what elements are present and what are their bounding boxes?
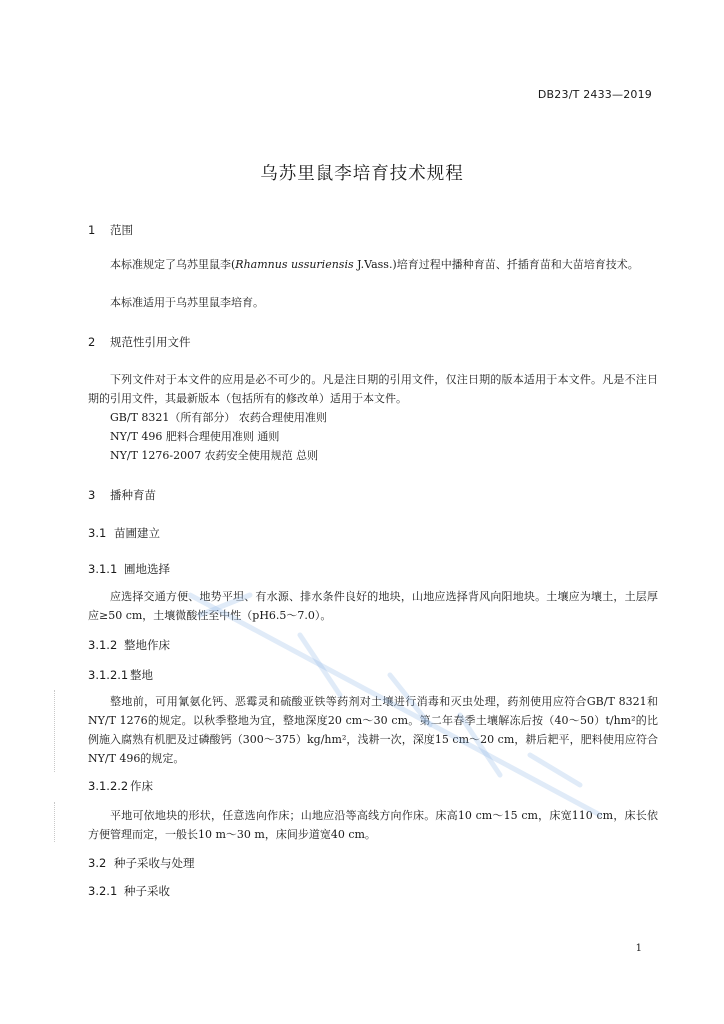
reference-item: NY/T 1276-2007 农药安全使用规范 总则 <box>110 449 319 462</box>
subsection-3-1-1-heading <box>88 561 170 577</box>
section-number: 1 <box>88 223 96 237</box>
section-number: 2 <box>88 335 96 349</box>
section-title: 作床 <box>130 779 153 793</box>
section-1-paragraph-1 <box>88 255 658 274</box>
section-title: 苗圃建立 <box>114 526 160 540</box>
section-number: 3.2.1 <box>88 884 118 898</box>
subsection-3-1-2-heading <box>88 637 170 653</box>
section-1-heading <box>88 222 133 238</box>
subsection-3-1-1-paragraph: 应选择交通方便、地势平坦、有水源、排水条件良好的地块，山地应选择背风向阳地块。土壤应为壤土，土层厚应≥50 cm，土壤微酸性至中性（pH6.5～7.0）。 <box>88 590 658 622</box>
subsection-3-1-2-1-paragraph: 整地前，可用氰氨化钙、恶霉灵和硫酸亚铁等药剂对土壤进行消毒和灭虫处理，药剂使用应符合GB/T 8321和NY/T 1276的规定。以秋季整地为宜，整地深度20 cm～30 cm。第二年春季土壤解冻后按（40～50）t/hm²的比例施入腐熟有机肥及过磷酸钙（300～375）kg/hm²，浅耕一次，深度15 cm～20 cm，耕后耙平，肥料使用应符合NY/T 496的规定。 <box>88 695 658 765</box>
latin-name: Rhamnus ussuriensis <box>235 258 354 271</box>
section-2-heading <box>88 334 191 350</box>
section-number: 3.1.2 <box>88 638 118 652</box>
subsection-3-1-2-2-paragraph: 平地可依地块的形状，任意选向作床；山地应沿等高线方向作床。床高10 cm～15 cm，床宽110 cm，床长依方便管理而定，一般长10 m～30 m，床间步道宽40 cm。 <box>88 809 658 841</box>
subsection-3-2-1-heading <box>88 883 170 899</box>
text-run: J.Vass.)培育过程中播种育苗、扦插育苗和大苗培育技术。 <box>353 258 639 271</box>
section-2-paragraph: 下列文件对于本文件的应用是必不可少的。凡是注日期的引用文件，仅注日期的版本适用于本文件。凡是不注日期的引用文件，其最新版本（包括所有的修改单）适用于本文件。 <box>88 373 658 405</box>
section-number: 3.1.2.1 <box>88 668 129 682</box>
section-number: 3.2 <box>88 856 107 870</box>
subsection-3-1-2-1-heading <box>88 667 153 683</box>
section-1-paragraph-2: 本标准适用于乌苏里鼠李培育。 <box>110 296 264 309</box>
watermark-stroke <box>300 635 340 695</box>
section-number: 3 <box>88 488 96 502</box>
reference-item: GB/T 8321（所有部分） 农药合理使用准则 <box>110 411 327 424</box>
section-title: 播种育苗 <box>110 488 156 502</box>
section-number: 3.1 <box>88 526 107 540</box>
standard-code: DB23/T 2433—2019 <box>537 88 652 101</box>
section-title: 种子采收 <box>124 884 170 898</box>
section-title: 范围 <box>110 223 133 237</box>
section-title: 种子采收与处理 <box>114 856 195 870</box>
margin-mark <box>54 690 56 772</box>
section-title: 圃地选择 <box>124 562 170 576</box>
text-run: 本标准规定了乌苏里鼠李( <box>110 258 236 271</box>
section-number: 3.1.1 <box>88 562 118 576</box>
section-title: 规范性引用文件 <box>110 335 191 349</box>
section-3-heading <box>88 487 156 503</box>
subsection-3-1-2-2-heading <box>88 778 153 794</box>
margin-mark <box>54 802 56 842</box>
subsection-3-1-heading <box>88 525 160 541</box>
section-title: 整地 <box>130 668 153 682</box>
section-number: 3.1.2.2 <box>88 779 129 793</box>
section-title: 整地作床 <box>124 638 170 652</box>
document-title: 乌苏里鼠李培育技术规程 <box>260 164 464 184</box>
page-number: 1 <box>635 943 642 954</box>
subsection-3-2-heading <box>88 855 195 871</box>
reference-item: NY/T 496 肥料合理使用准则 通则 <box>110 430 280 443</box>
